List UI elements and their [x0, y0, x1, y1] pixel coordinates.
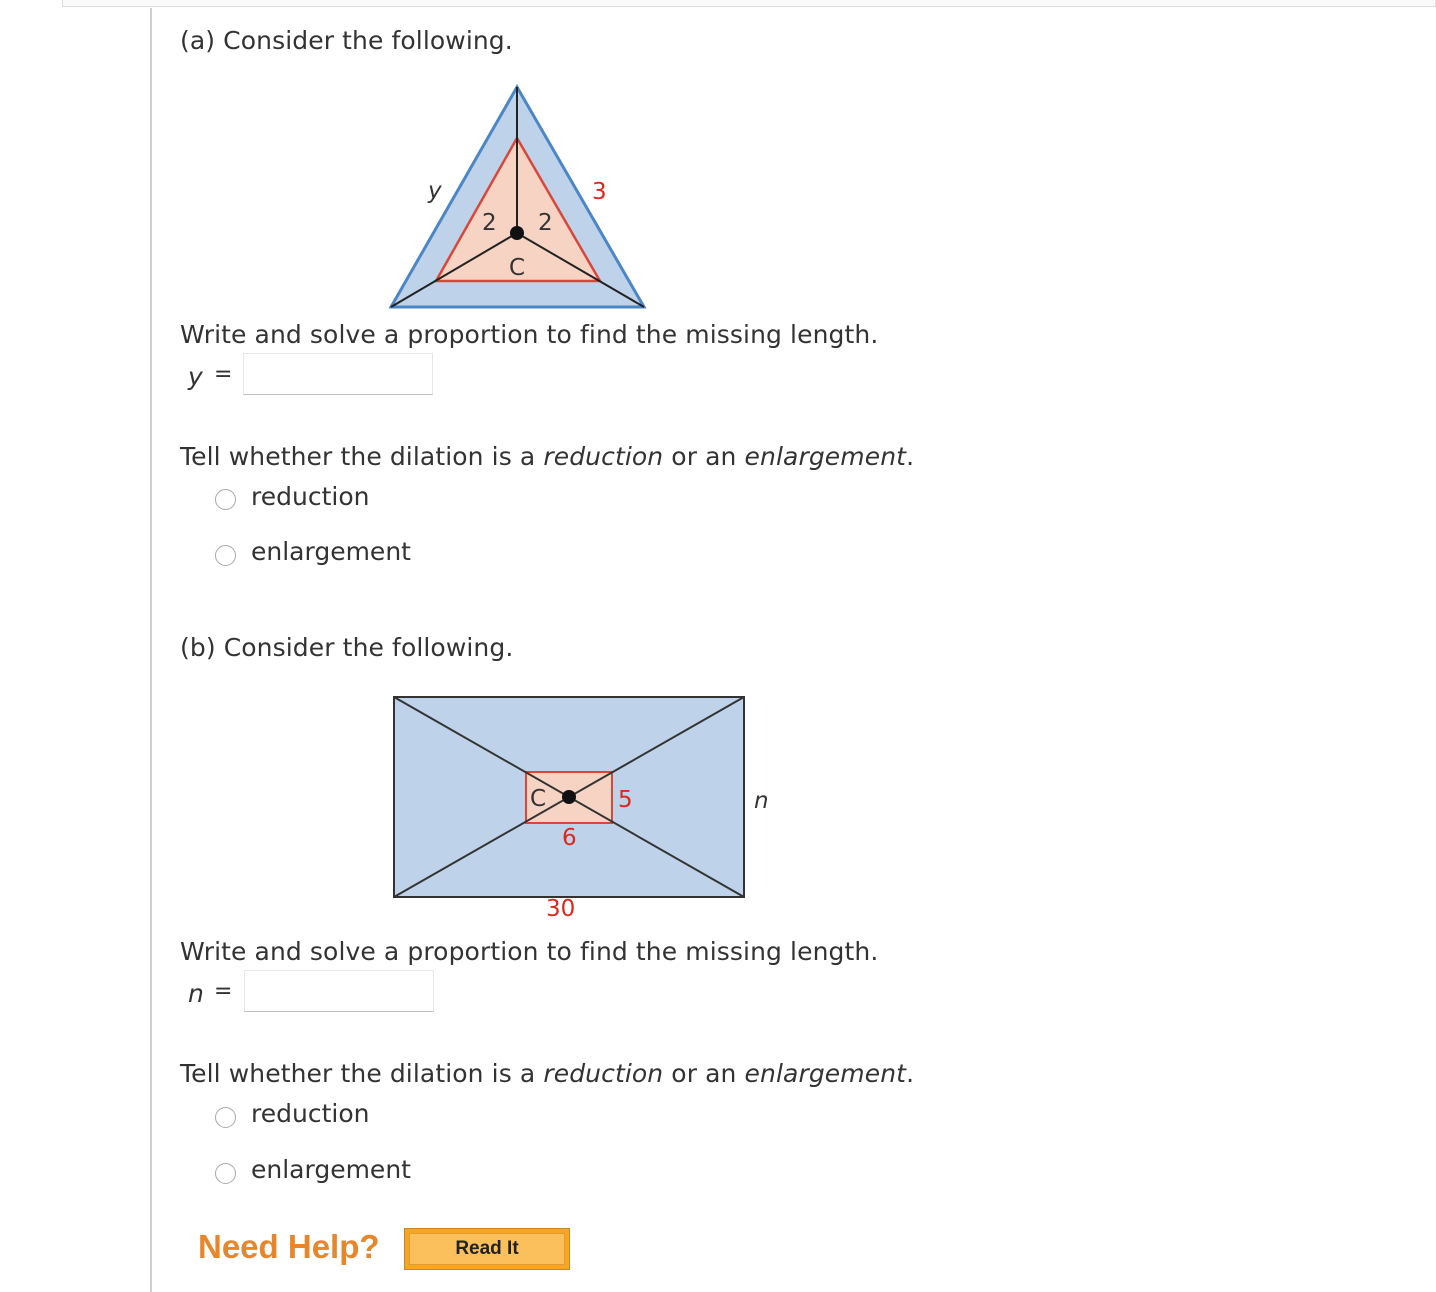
part-b-var-label: n: [188, 979, 204, 1008]
question-enlargement: enlargement: [744, 1059, 907, 1088]
part-b-rectangle-figure: [380, 690, 800, 930]
question-suffix: .: [906, 442, 915, 471]
part-b-enlargement-label[interactable]: enlargement: [251, 1155, 411, 1184]
need-help-label: Need Help?: [198, 1228, 380, 1265]
question-middle: or an: [663, 1059, 745, 1088]
question-reduction: reduction: [543, 1059, 664, 1088]
center-point: [562, 790, 576, 804]
label-c: C: [530, 786, 547, 812]
part-a-reduction-radio[interactable]: [215, 489, 236, 510]
label-n: n: [754, 788, 769, 814]
part-b-enlargement-radio[interactable]: [215, 1163, 236, 1184]
question-enlargement: enlargement: [744, 442, 907, 471]
left-panel-border: [150, 8, 152, 1292]
part-a-enlargement-radio[interactable]: [215, 545, 236, 566]
part-b-dilation-question: [180, 1059, 914, 1088]
part-b-answer-input[interactable]: [244, 970, 434, 1012]
top-panel-border: [62, 0, 1436, 7]
part-a-var-label: y: [188, 362, 203, 391]
part-a-dilation-question: [180, 442, 914, 471]
read-it-label[interactable]: Read It: [409, 1233, 565, 1265]
label-30: 30: [546, 896, 576, 922]
part-a-enlargement-label[interactable]: enlargement: [251, 537, 411, 566]
center-point: [510, 226, 524, 240]
part-a-triangle-figure: [380, 82, 660, 322]
part-b-reduction-radio[interactable]: [215, 1107, 236, 1128]
part-a-instruction: Write and solve a proportion to find the missing length.: [180, 320, 879, 349]
part-b-heading: (b) Consider the following.: [180, 633, 514, 662]
part-a-equals: =: [214, 362, 233, 387]
part-b-instruction: Write and solve a proportion to find the missing length.: [180, 937, 879, 966]
question-reduction: reduction: [543, 442, 664, 471]
part-a-heading: (a) Consider the following.: [180, 26, 513, 55]
question-prefix: Tell whether the dilation is a: [180, 442, 544, 471]
label-6: 6: [562, 825, 577, 851]
part-b-equals: =: [214, 979, 233, 1004]
label-y: y: [428, 178, 442, 204]
label-5: 5: [618, 787, 633, 813]
label-2-left: 2: [482, 210, 497, 236]
part-b-reduction-label[interactable]: reduction: [251, 1099, 370, 1128]
part-a-reduction-label[interactable]: reduction: [251, 482, 370, 511]
question-middle: or an: [663, 442, 745, 471]
label-2-right: 2: [538, 210, 553, 236]
label-c: C: [509, 255, 526, 281]
question-suffix: .: [906, 1059, 915, 1088]
read-it-button[interactable]: [404, 1228, 570, 1270]
label-3: 3: [592, 179, 607, 205]
part-a-answer-input[interactable]: [243, 353, 433, 395]
question-prefix: Tell whether the dilation is a: [180, 1059, 544, 1088]
